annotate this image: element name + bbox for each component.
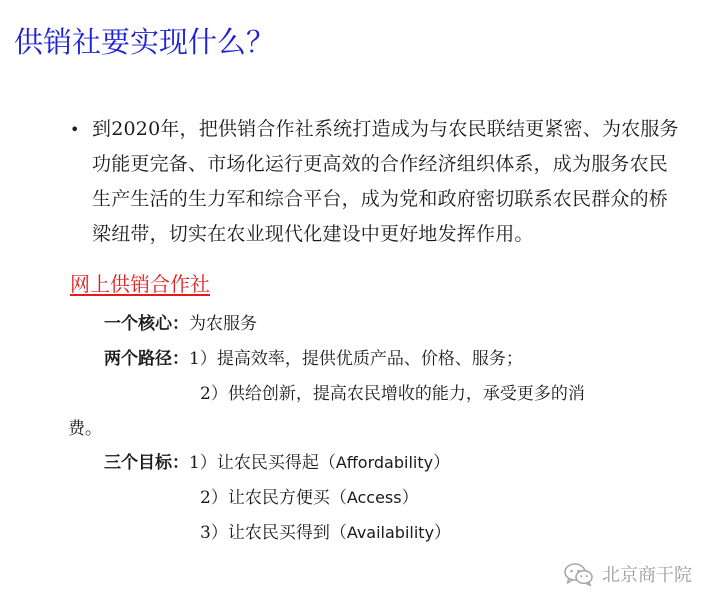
goal-1-end: ） <box>433 453 451 473</box>
paths-item-1: 1）提高效率，提供优质产品、价格、服务； <box>189 349 523 369</box>
bullet-marker: • <box>70 120 80 139</box>
page-title: 供销社要实现什么？ <box>14 25 276 59</box>
intro-line-3: 生产生活的生力军和综合平台，成为党和政府密切联系农民群众的桥 <box>92 188 669 210</box>
goals-label: 三个目标： <box>104 453 189 473</box>
paths-label: 两个路径： <box>104 349 189 369</box>
goals-row-3 <box>200 521 451 545</box>
goal-3-cn: 让农民买得到（ <box>227 523 347 543</box>
goal-2-end: ） <box>401 488 419 508</box>
goal-2-en: Access <box>346 488 402 507</box>
paths-row-1 <box>104 347 523 371</box>
paths-item-2-cont: 费。 <box>68 419 102 439</box>
goal-1-num: 1） <box>189 453 217 473</box>
intro-line-1: 到2020年，把供销合作社系统打造成为与农民联结更紧密、为农服务 <box>92 118 679 140</box>
watermark <box>564 561 692 587</box>
core-label: 一个核心： <box>104 314 189 334</box>
intro-line-2: 功能更完备、市场化运行更高效的合作经济组织体系，成为服务农民 <box>92 153 669 175</box>
goal-1-en: Affordability <box>335 453 434 472</box>
online-coop-heading: 网上供销合作社 <box>70 272 210 296</box>
core-row <box>104 312 257 336</box>
core-value: 为农服务 <box>189 314 257 334</box>
intro-line-4: 梁纽带，切实在农业现代化建设中更好地发挥作用。 <box>92 223 534 245</box>
goals-row-1 <box>104 451 450 475</box>
paths-item-2: 2）供给创新，提高农民增收的能力，承受更多的消 <box>200 384 585 404</box>
goal-3-end: ） <box>434 523 452 543</box>
goal-2-cn: 让农民方便买（ <box>227 488 347 508</box>
watermark-text: 北京商干院 <box>602 565 692 586</box>
goal-1-cn: 让农民买得起（ <box>216 453 336 473</box>
goal-3-num: 3） <box>200 523 228 543</box>
goal-2-num: 2） <box>200 488 228 508</box>
wechat-icon <box>564 562 594 586</box>
goals-row-2 <box>200 486 419 510</box>
goal-3-en: Availability <box>346 523 435 542</box>
